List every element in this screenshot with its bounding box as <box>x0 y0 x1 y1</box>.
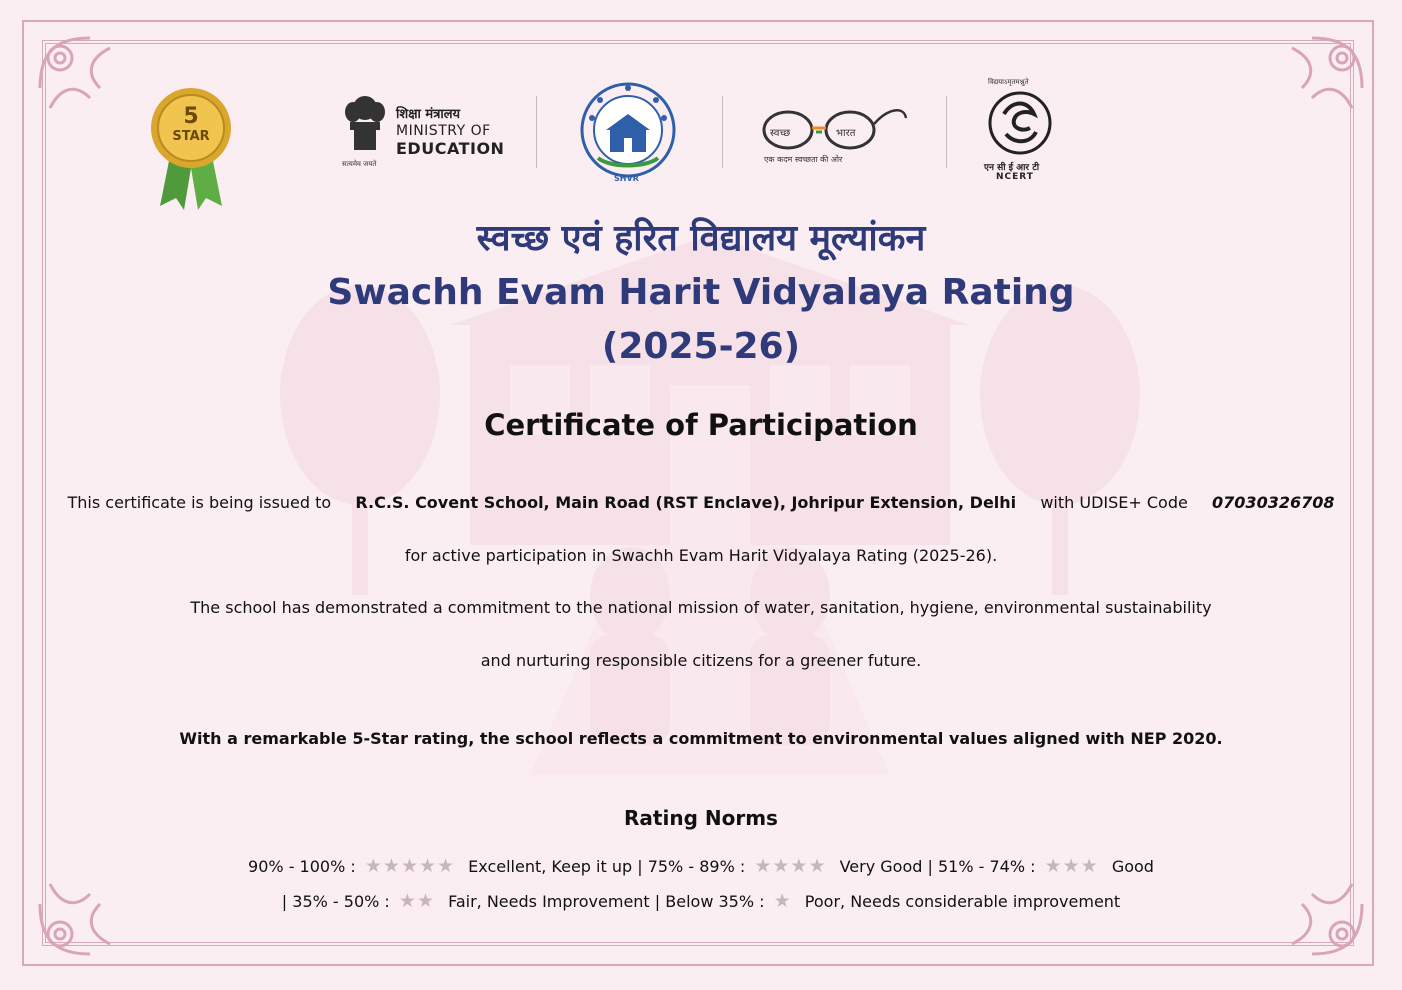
national-emblem-icon <box>344 94 386 156</box>
shvr-label: SHVR <box>614 174 639 183</box>
swachh-bharat-logo <box>758 78 918 188</box>
norm-label: Good <box>1111 857 1154 876</box>
badge-label: STAR <box>172 129 210 144</box>
norm-label: Poor, Needs considerable improvement <box>804 892 1121 911</box>
rating-norms-heading: Rating Norms <box>624 806 778 830</box>
swachh-right-lens: भारत <box>836 128 856 139</box>
shvr-logo <box>570 78 700 188</box>
logo-divider <box>722 96 723 168</box>
star-rating-icon: ★★★★ <box>754 855 827 877</box>
norm-range: | 51% - 74% : <box>927 857 1036 876</box>
shvr-emblem-icon <box>570 78 700 188</box>
moe-motto: सत्यमेव जयते <box>342 160 377 168</box>
ncert-emblem-icon <box>986 90 1054 156</box>
norm-range: | 35% - 50% : <box>281 892 390 911</box>
swachh-left-lens: स्वच्छ <box>770 128 791 139</box>
norm-range: | Below 35% : <box>654 892 765 911</box>
norm-label: Very Good <box>839 857 923 876</box>
star-rating-icon: ★★★ <box>1044 855 1099 877</box>
norm-label: Fair, Needs Improvement <box>448 892 650 911</box>
moe-text-block <box>396 106 504 157</box>
participation-line: for active participation in Swachh Evam Harit Vidyalaya Rating (2025-26). <box>404 546 998 565</box>
corner-ornament-top-right <box>1262 28 1372 138</box>
moe-line2: EDUCATION <box>396 139 505 158</box>
logo-divider <box>946 96 947 168</box>
udise-prefix: with UDISE+ Code <box>1040 493 1188 512</box>
star-rating-icon: ★ <box>773 890 792 912</box>
ncert-hindi: एन सी ई आर टी <box>984 163 1040 173</box>
badge-number: 5 <box>183 104 199 129</box>
corner-ornament-top-left <box>30 28 140 138</box>
ncert-english: NCERT <box>996 172 1034 182</box>
ministry-of-education-logo <box>330 78 510 188</box>
title-hindi: स्वच्छ एवं हरित विद्यालय मूल्यांकन <box>476 218 926 259</box>
moe-line1: MINISTRY OF <box>396 123 491 139</box>
title-year: (2025-26) <box>601 326 801 367</box>
moe-hindi: शिक्षा मंत्रालय <box>396 107 461 122</box>
commitment-line: The school has demonstrated a commitment to the national mission of water, sanitation, hygiene, environmental sustainability <box>190 598 1212 617</box>
swachh-tagline: एक कदम स्वच्छता की ओर <box>764 155 843 164</box>
logo-row <box>330 78 1090 188</box>
norm-range: | 75% - 89% : <box>637 857 746 876</box>
star-rating-icon: ★★★★★ <box>364 855 456 877</box>
udise-code: 07030326708 <box>1212 493 1335 512</box>
ncert-top-text: विद्ययाऽमृतमश्नुते <box>988 78 1029 86</box>
rating-norms-row-1 <box>0 855 1402 877</box>
rating-norms-row-2 <box>0 890 1402 912</box>
star-rating-icon: ★★ <box>398 890 435 912</box>
norm-range: 90% - 100% : <box>248 857 356 876</box>
norm-label: Excellent, Keep it up <box>468 857 633 876</box>
logo-divider <box>536 96 537 168</box>
issued-prefix: This certificate is being issued to <box>67 493 332 512</box>
nurturing-line: and nurturing responsible citizens for a greener future. <box>480 651 922 670</box>
ncert-logo <box>980 78 1060 188</box>
issued-line <box>0 493 1402 512</box>
school-name: R.C.S. Covent School, Main Road (RST Enclave), Johripur Extension, Delhi <box>355 493 1017 512</box>
title-english: Swachh Evam Harit Vidyalaya Rating <box>327 272 1075 313</box>
five-star-highlight: With a remarkable 5-Star rating, the school reflects a commitment to environmental values aligned with NEP 2020. <box>179 729 1223 748</box>
certificate-heading: Certificate of Participation <box>484 408 918 442</box>
